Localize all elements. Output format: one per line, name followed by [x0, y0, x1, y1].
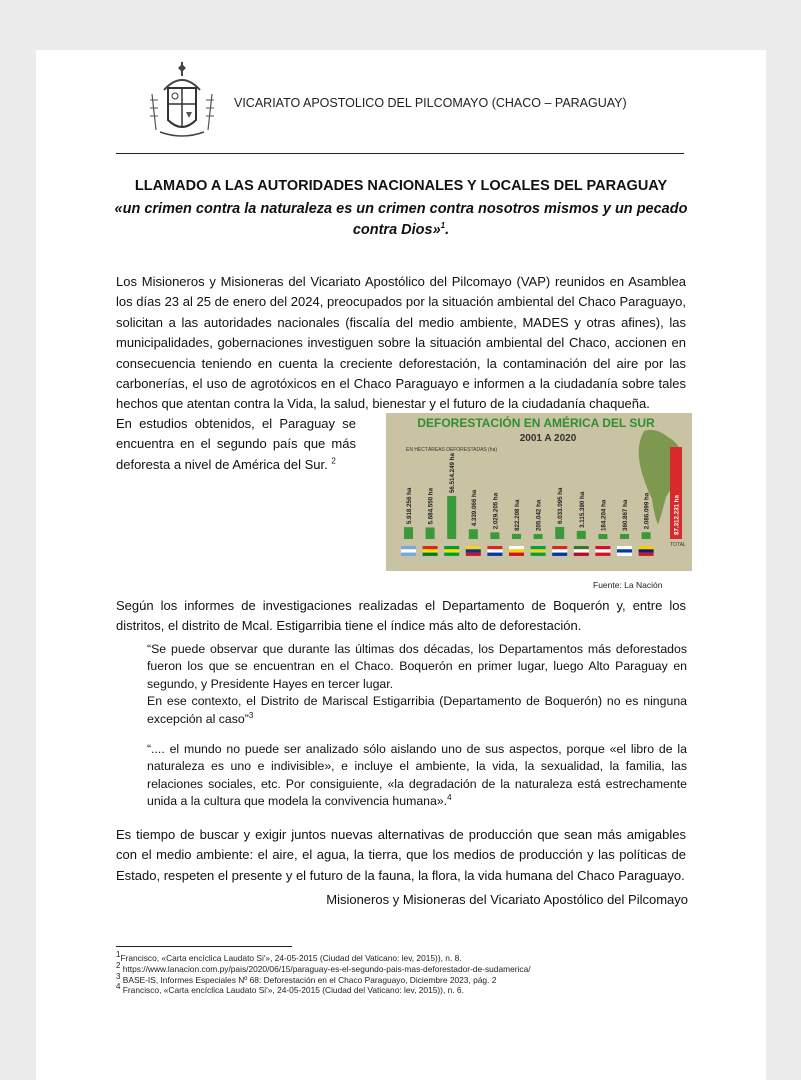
footnote-1-number: 1 [116, 950, 121, 960]
chart-bar [620, 534, 629, 539]
chart-period: 2001 A 2020 [519, 433, 577, 444]
country-flag-icon [487, 549, 502, 552]
footnote-2 [116, 961, 696, 975]
chart-bar [469, 529, 478, 539]
country-flag-icon [487, 546, 502, 549]
chart-value-label: 5.918.256 ha [406, 487, 413, 525]
chart-value-label: 5.684.550 ha [427, 487, 435, 525]
country-flag-icon [595, 553, 610, 556]
vicariate-coat-of-arms-logo [142, 60, 222, 140]
country-flag-icon [509, 549, 524, 552]
paragraph-call-to-action: Es tiempo de buscar y exigir juntos nuevas alternativas de producción que sean más amigables con el medio ambiente: el aire, el agua, la tierra, que los medios de producción y las políticas de Estado, respeten el presente y el futuro de la fauna, la flora, la vida humana del Chaco Paraguayo. [116, 827, 686, 883]
country-flag-icon [552, 553, 567, 556]
footnote-ref-4: 4 [447, 793, 452, 803]
footnote-2-number: 2 [116, 961, 121, 970]
country-flag-icon [531, 553, 546, 556]
chart-bar [490, 532, 499, 539]
country-flag-icon [552, 546, 567, 549]
chart-value-label: 4.339.066 ha [470, 489, 478, 527]
country-flag-icon [444, 546, 459, 549]
organization-header: VICARIATO APOSTOLICO DEL PILCOMAYO (CHACO – PARAGUAY) [234, 96, 627, 110]
chart-total-label: TOTAL [670, 542, 686, 548]
chart-value-label: 56.514.249 ha [449, 453, 457, 493]
footnotes [116, 950, 696, 996]
country-flag-icon [595, 549, 610, 552]
footnote-ref-3: 3 [248, 710, 254, 720]
quote-base-is-line2 [147, 693, 687, 728]
subtitle-text: «un crimen contra la naturaleza es un crimen contra nosotros mismos y un pecado contra Dios» [114, 201, 688, 238]
chart-value-label: 6.033.095 ha [557, 487, 565, 524]
chart-bar [404, 527, 413, 539]
country-flag-icon [531, 546, 546, 549]
document-subtitle [96, 199, 706, 241]
chart-bar [447, 496, 456, 539]
chart-source: Fuente: La Nación [593, 580, 663, 590]
country-flag-icon [401, 546, 416, 549]
country-flag-icon [423, 553, 438, 556]
quote-laudato-si [147, 741, 687, 811]
country-flag-icon [423, 549, 438, 552]
paragraph-intro: Los Misioneros y Misioneras del Vicariato Apostólico del Pilcomayo (VAP) reunidos en Asamblea los días 23 al 25 de enero del 2024, preocupados por la situación ambiental del Chaco Paraguayo, solicitan a las autoridades nacionales (fiscalía del medio ambiente, MADES y otras afines), las municipalidades, gobernaciones investiguen sobre la situación ambiental del Chaco, accionen en consecuencia teniendo en cuenta la creciente deforestación, la contaminación del aire por las carbonerías, el uso de agrotóxicos en el Chaco Paraguayo e informen a la ciudadanía sobre tales hechos que atentan contra la Vida, la salud, bienestar y el futuro de la ciudadanía chaqueña. [116, 274, 686, 412]
paragraph-study-text: En estudios obtenidos, el Paraguay se encuentra en el segundo país que más deforesta a nivel de América del Sur. [116, 416, 356, 472]
header-divider [116, 153, 684, 154]
footnote-3-text: BASE-IS, Informes Especiales Nº 68: Deforestación en el Chaco Paraguayo, Diciembre 2023, pág. 2 [122, 974, 497, 985]
country-flag-icon [531, 549, 546, 552]
footnote-4-number: 4 [116, 982, 121, 992]
chart-title: DEFORESTACIÓN EN AMÉRICA DEL SUR [417, 416, 655, 430]
country-flag-icon [444, 553, 459, 556]
chart-value-label: 2.029.205 ha [492, 492, 500, 530]
chart-value-label: 184.204 ha [600, 499, 608, 531]
chart-bar [577, 531, 586, 539]
chart-value-label: 360.867 ha [622, 499, 629, 531]
country-flag-icon [487, 553, 502, 556]
country-flag-icon [552, 549, 567, 552]
chart-value-label: 2.086.099 ha [643, 492, 651, 530]
country-flag-icon [574, 546, 589, 549]
country-flag-icon [466, 553, 481, 556]
chart-value-label: 87.312.231 ha [673, 495, 681, 535]
country-flag-icon [639, 553, 654, 556]
chart-bar [426, 527, 435, 539]
country-flag-icon [617, 546, 632, 549]
country-flag-icon [423, 546, 438, 549]
country-flag-icon [466, 549, 481, 552]
country-flag-icon [509, 553, 524, 556]
paragraph-boqueron: Según los informes de investigaciones realizadas el Departamento de Boquerón y, entre los distritos, el distrito de Mcal. Estigarribia tiene el índice más alto de deforestación. [116, 598, 686, 634]
country-flag-icon [466, 546, 481, 549]
quote-base-is [147, 641, 687, 728]
footnote-4-text: Francisco, «Carta encíclica Laudato Si'», 24-05-2015 (Ciudad del Vaticano: lev, 2015)), n. 6. [122, 985, 464, 996]
document-page [36, 50, 766, 1080]
footnote-1 [116, 950, 696, 964]
chart-bar [642, 532, 651, 539]
country-flag-icon [617, 553, 632, 556]
country-flag-icon [444, 549, 459, 552]
chart-value-label: 3.115.390 ha [578, 491, 586, 528]
subtitle-period: . [445, 222, 450, 238]
deforestation-chart [386, 413, 692, 571]
country-flag-icon [574, 553, 589, 556]
footnote-ref-2: 2 [331, 456, 336, 466]
quote-base-is-text: En ese contexto, el Distrito de Mariscal Estigarribia (Departamento de Boquerón) no es ninguna excepción al caso” [147, 694, 687, 726]
chart-value-label: 205.042 ha [535, 499, 543, 531]
chart-bar [512, 534, 521, 539]
chart-bar [598, 534, 607, 539]
country-flag-icon [401, 549, 416, 552]
footnote-2-link[interactable]: https://www.lanacion.com.py/pais/2020/06/15/paraguay-es-el-segundo-pais-mas-deforestador-de-sudamerica/ [122, 963, 531, 974]
chart-bar [534, 534, 543, 539]
quote-laudato-si-text: “.... el mundo no puede ser analizado sólo aislando uno de sus aspectos, porque «el libro de la naturaleza es uno e indivisible», e incluye el ambiente, la vida, la sexualidad, la familia, las relaciones sociales, etc. Por consiguiente, «la degradación de la naturaleza está estrechamente unida a la cultura que modela la convivencia humana». [147, 742, 687, 809]
footnote-3 [116, 971, 696, 986]
footnote-ref-1: 1 [440, 221, 446, 231]
footnote-divider [116, 946, 292, 947]
country-flag-icon [617, 549, 632, 552]
chart-bar [555, 527, 564, 539]
document-title: LLAMADO A LAS AUTORIDADES NACIONALES Y LOCALES DEL PARAGUAY [134, 178, 668, 194]
country-flag-icon [509, 546, 524, 549]
signature: Misioneros y Misioneras del Vicariato Apostólico del Pilcomayo [326, 892, 688, 907]
country-flag-icon [401, 553, 416, 556]
quote-base-is-line1: “Se puede observar que durante las últimas dos décadas, los Departamentos más deforestados fueron los que se encuentran en el Chaco. Boquerón en primer lugar, luego Alto Paraguay en segundo, y Presidente Hayes en tercer lugar. [147, 642, 687, 691]
footnote-1-text: Francisco, «Carta encíclica Laudato Si'», 24-05-2015 (Ciudad del Vaticano: lev, 2015)), n. 8. [120, 953, 462, 963]
chart-unit-note: EN HECTÁREAS DEFORESTADAS (ha) [406, 447, 498, 453]
footnote-3-number: 3 [116, 971, 121, 981]
paragraph-study [116, 414, 356, 475]
footnote-4 [116, 982, 696, 996]
country-flag-icon [574, 549, 589, 552]
country-flag-icon [639, 546, 654, 549]
country-flag-icon [639, 549, 654, 552]
chart-value-label: 822.208 ha [514, 499, 521, 531]
country-flag-icon [595, 546, 610, 549]
